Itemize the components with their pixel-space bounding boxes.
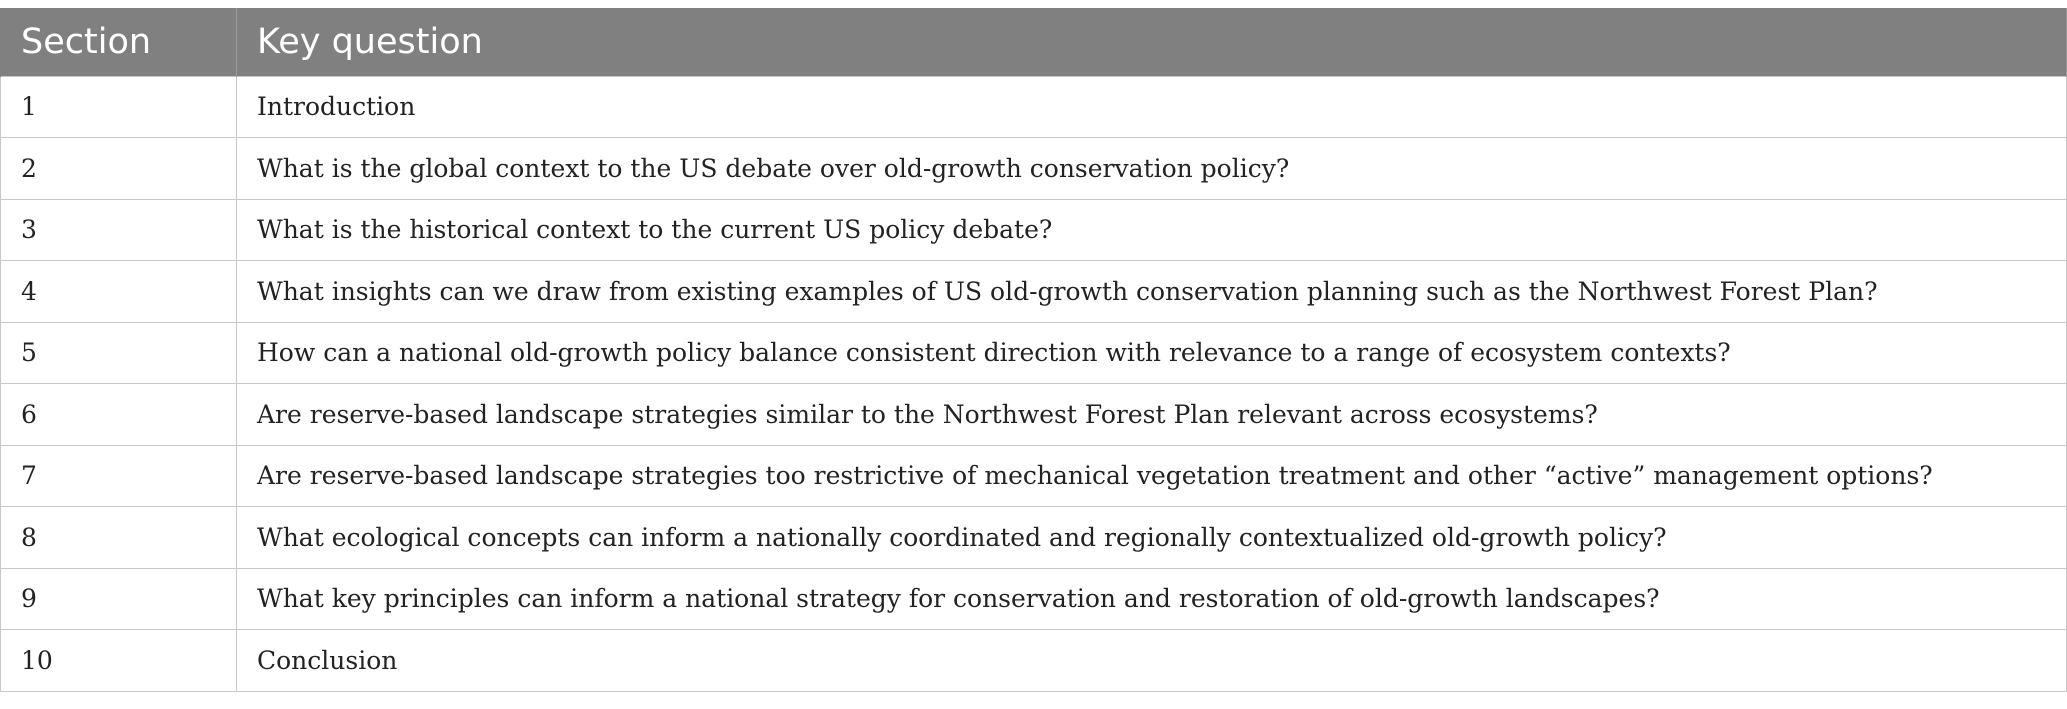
- key-question: What is the historical context to the current US policy debate?: [237, 199, 2067, 261]
- section-number: 8: [1, 507, 237, 569]
- table-row: [1, 76, 2067, 138]
- header-section: Section: [1, 8, 237, 76]
- key-question: Conclusion: [237, 630, 2067, 692]
- key-question: Are reserve-based landscape strategies too restrictive of mechanical vegetation treatment and other “active” management options?: [237, 445, 2067, 507]
- table-row: [1, 568, 2067, 630]
- section-number: 3: [1, 199, 237, 261]
- section-number: 6: [1, 384, 237, 446]
- table-header-row: [1, 8, 2067, 76]
- section-number: 1: [1, 76, 237, 138]
- sections-table: [0, 8, 2067, 692]
- section-number: 10: [1, 630, 237, 692]
- table-row: [1, 384, 2067, 446]
- section-number: 9: [1, 568, 237, 630]
- table-row: [1, 199, 2067, 261]
- key-question: What insights can we draw from existing examples of US old-growth conservation planning such as the Northwest Forest Plan?: [237, 261, 2067, 323]
- table-row: [1, 445, 2067, 507]
- key-question: How can a national old-growth policy balance consistent direction with relevance to a range of ecosystem contexts?: [237, 322, 2067, 384]
- key-question: Introduction: [237, 76, 2067, 138]
- table-row: [1, 507, 2067, 569]
- header-key-question: Key question: [237, 8, 2067, 76]
- section-number: 7: [1, 445, 237, 507]
- key-question: What ecological concepts can inform a nationally coordinated and regionally contextualized old-growth policy?: [237, 507, 2067, 569]
- section-number: 4: [1, 261, 237, 323]
- key-question: What is the global context to the US debate over old-growth conservation policy?: [237, 138, 2067, 200]
- table-row: [1, 261, 2067, 323]
- key-question: Are reserve-based landscape strategies similar to the Northwest Forest Plan relevant across ecosystems?: [237, 384, 2067, 446]
- table-row: [1, 138, 2067, 200]
- key-question: What key principles can inform a national strategy for conservation and restoration of old-growth landscapes?: [237, 568, 2067, 630]
- sections-table-container: [0, 8, 2066, 692]
- table-row: [1, 322, 2067, 384]
- section-number: 2: [1, 138, 237, 200]
- table-row: [1, 630, 2067, 692]
- section-number: 5: [1, 322, 237, 384]
